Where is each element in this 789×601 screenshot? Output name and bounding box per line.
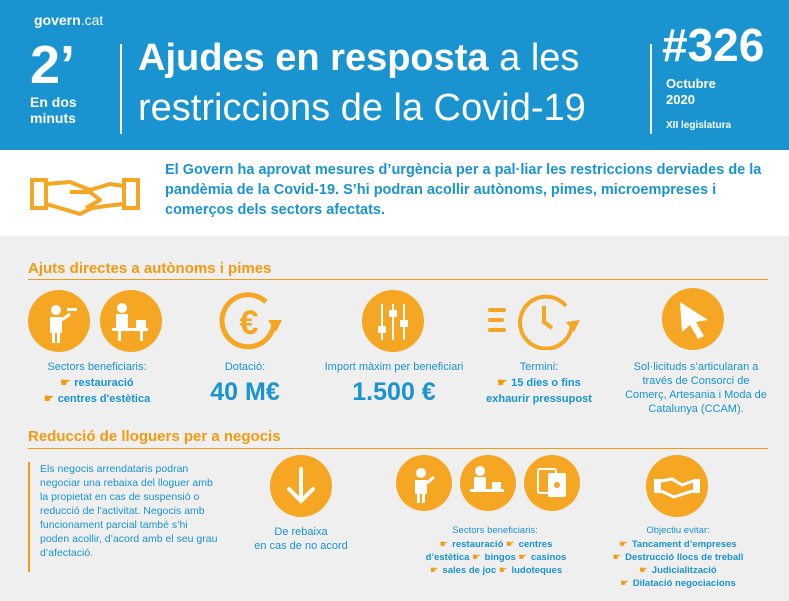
objectiu-item: ☛ Dilatació negociacions: [620, 578, 736, 589]
import-value: 1.500 €: [352, 378, 436, 406]
intro-text: El Govern ha aprovat mesures d’urgència per a pal·liar les restriccions derviades de la pandèmia de la Covid-19. S’hi podran acollir autònoms, pimes, microempreses i comerços dels sectors afectats.: [165, 162, 762, 218]
sliders-icon: [362, 290, 424, 352]
section2-line: [28, 448, 768, 449]
sectors-label: Sectors beneficiaris:: [47, 361, 147, 373]
header: [0, 0, 789, 150]
handshake-icon: [646, 455, 708, 517]
rebaixa-text: De rebaixa en cas de no acord: [254, 526, 348, 552]
brand-logo: govern.cat: [34, 12, 104, 28]
beautician-icon: [460, 455, 516, 511]
two-minutes-subtitle: En dos minuts: [30, 94, 77, 126]
sector-line: ☛ restauració ☛ centres: [439, 539, 553, 550]
termini-value2: exhaurir pressupost: [486, 393, 592, 405]
objectiu-item: ☛ Destrucció llocs de treball: [612, 552, 744, 563]
termini-value: ☛ 15 dies o fins: [497, 377, 581, 389]
divider: [650, 44, 652, 134]
cards-icon: [524, 455, 580, 511]
page-title: Ajudes en resposta a les: [138, 37, 580, 79]
objectiu-item: ☛ Judicialització: [639, 565, 717, 576]
section2-title: Reducció de lloguers per a negocis: [28, 428, 281, 445]
beautician-icon: [100, 290, 162, 352]
euro-icon: [218, 290, 280, 352]
dotacio-value: 40 M€: [210, 378, 280, 406]
sector-item: ☛ restauració: [60, 377, 134, 389]
svg-text:€: €: [239, 304, 259, 342]
section2-sectors-label: Sectors beneficiaris:: [452, 525, 538, 536]
section2-paragraph: Els negocis arrendataris podran negociar una rebaixa del lloguer amb la propietat en cas de suspensió o reducció de l’activitat. Negocis amb funcionament parcial també s’hi poden acollir, d’acord amb el seu grau d’afectació.: [28, 462, 218, 572]
termini-label: Termini:: [519, 361, 559, 373]
sector-line: d’estètica ☛ bingos ☛ casinos: [425, 552, 567, 563]
legislature: XII legislatura: [666, 120, 732, 131]
divider: [120, 44, 122, 134]
clock-icon: [488, 288, 588, 350]
objectiu-label: Objectiu evitar:: [646, 525, 710, 536]
objectiu-item: ☛ Tancament d’empreses: [619, 539, 737, 550]
handshake-icon: [30, 170, 140, 225]
down-arrow-icon: [270, 455, 332, 517]
sector-line: ☛ sales de joc ☛ ludoteques: [429, 565, 563, 576]
waiter-icon: [28, 290, 90, 352]
two-minutes: 2’: [30, 35, 76, 95]
page-title-line2: restriccions de la Covid-19: [138, 87, 586, 129]
section1-line: [28, 279, 768, 280]
import-label: Import màxim per beneficiari: [324, 361, 464, 373]
issue-number: #326: [662, 19, 765, 71]
waiter-icon: [396, 455, 452, 511]
dotacio-label: Dotació:: [224, 361, 266, 373]
section1-title: Ajuts directes a autònoms i pimes: [28, 260, 272, 277]
issue-date: Octubre 2020: [666, 76, 716, 107]
sollicituds-text: Sol·licituds s’articularan a través de Consorci de Comerç, Artesania i Moda de Catalunya (CCAM).: [625, 361, 767, 415]
cursor-icon: [662, 288, 724, 350]
sector-item: ☛ centres d'estètica: [43, 393, 151, 405]
